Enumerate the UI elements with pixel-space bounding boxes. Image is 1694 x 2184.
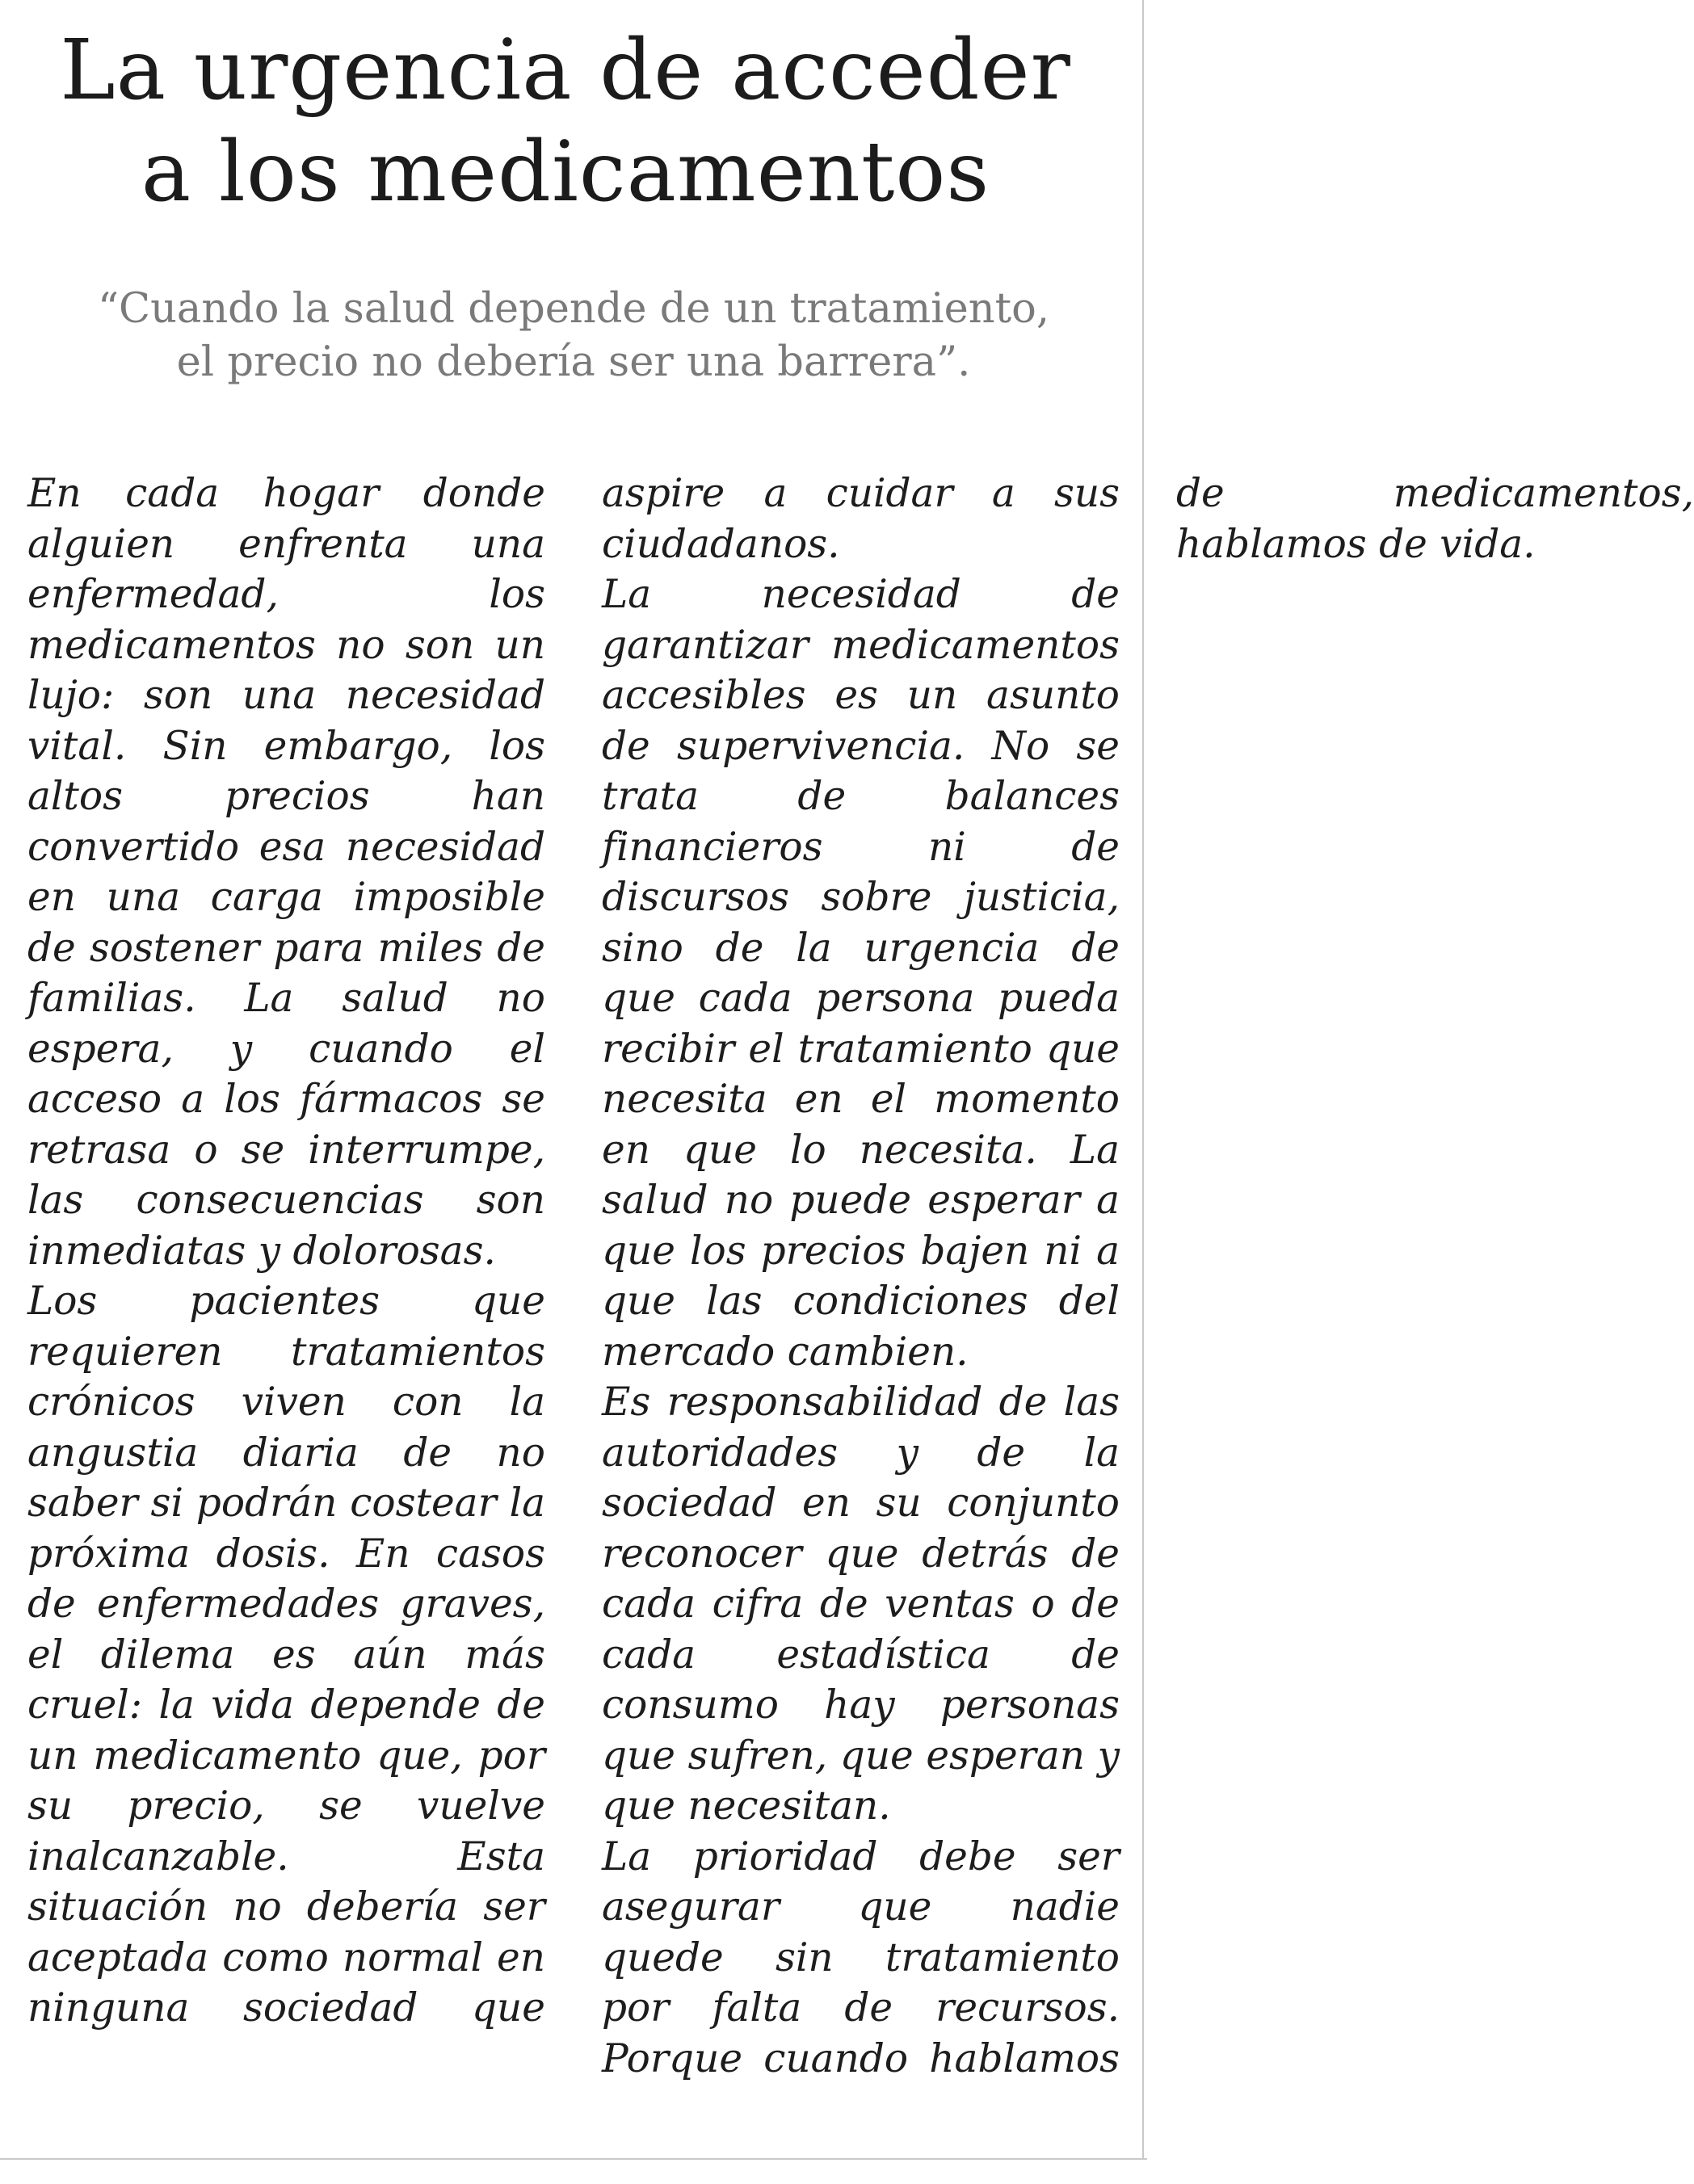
body-paragraph: Los pacientes que requieren tratamientos crónicos viven con la angustia diaria de no saber si podrán costear la próxima dosis. En casos de enfermedades graves, el dilema es aún más cruel: la vida depende de un medicamento que, por su precio, se vuelve inalcanzable. Esta situación no debería ser aceptada como normal en ninguna sociedad que aspire a cuidar a sus ciudadanos. [27,471,1120,2031]
body-paragraph: Es responsabilidad de las autoridades y de la sociedad en su conjunto reconocer que detrás de cada cifra de ventas o de cada estadística de consumo hay personas que sufren, que esperan y que necesitan. [602,1380,1120,1829]
article-subtitle: “Cuando la salud depende de un tratamiento, el precio no debería ser una barrera”. [97,285,1050,386]
article-body [27,468,1694,2124]
body-paragraph: La prioridad debe ser asegurar que nadie quede sin tratamiento por falta de recursos. Porque cuando hablamos de medicamentos, hablamos de vida. [602,471,1694,2081]
right-border-rule [1142,0,1144,2158]
body-paragraph: La necesidad de garantizar medicamentos accesibles es un asunto de supervivencia. No se trata de balances financieros ni de discursos sobre justicia, sino de la urgencia de que cada persona pueda recibir el tratamiento que necesita en el momento en que lo necesita. La salud no puede esperar a que los precios bajen ni a que las condiciones del mercado cambien. [602,572,1120,1375]
article-headline: La urgencia de acceder a los medicamentos [60,22,1071,220]
body-paragraph: En cada hogar donde alguien enfrenta una enfermedad, los medicamentos no son un lujo: son una necesidad vital. Sin embargo, los altos precios han convertido esa necesidad en una carga imposible de sostener para miles de familias. La salud no espera, y cuando el acceso a los fármacos se retrasa o se interrumpe, las consecuencias son inmediatas y dolorosas. [27,471,545,1274]
bottom-border-rule [0,2158,1147,2160]
